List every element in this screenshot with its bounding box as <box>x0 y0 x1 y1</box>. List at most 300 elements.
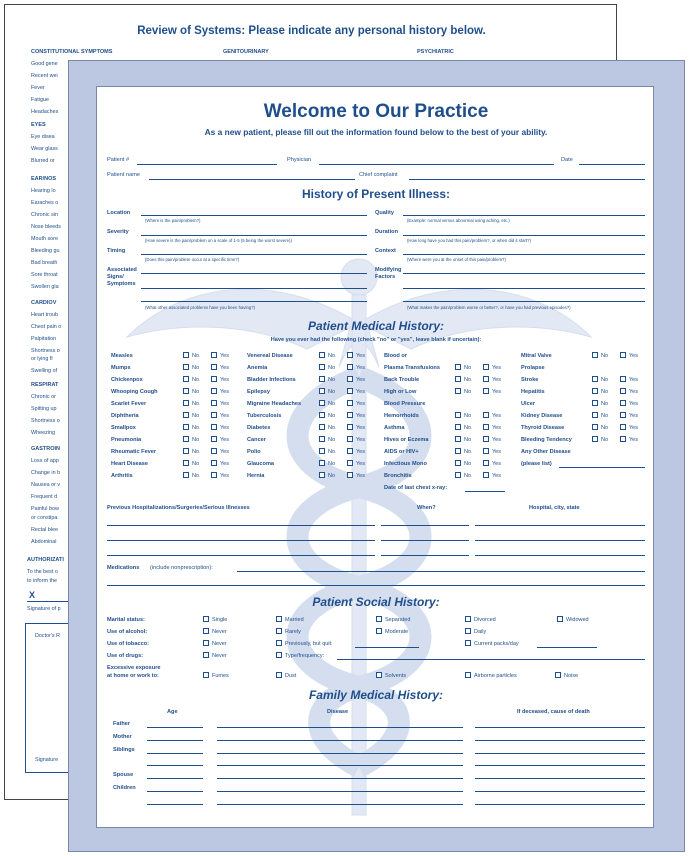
medications-field[interactable] <box>237 571 645 572</box>
pmh-item-asthma-label: Asthma <box>384 425 405 431</box>
pmh-diabetes-no-checkbox[interactable] <box>319 424 325 430</box>
pmh-yes-label: Yes <box>492 389 501 395</box>
pmh-kidney-disease-no-checkbox[interactable] <box>592 412 598 418</box>
pmh-scarlet-fever-yes-checkbox[interactable] <box>211 400 217 406</box>
pmh-item-cancer-label: Cancer <box>247 437 266 443</box>
fmh-cause-field[interactable] <box>475 778 645 779</box>
pmh-rheumatic-fever-yes-checkbox[interactable] <box>211 448 217 454</box>
associated-symptoms-field[interactable] <box>141 273 367 274</box>
drugs-type-label: Type/frequency: <box>285 653 325 659</box>
hospitalization-line[interactable] <box>107 540 375 541</box>
ros-item: Spitting up <box>31 406 57 412</box>
severity-hint: (How severe is the pain/problem on a scale of 1-5 (5 being the worst severe)) <box>145 238 292 243</box>
pmh-yes-label: Yes <box>629 389 638 395</box>
fmh-disease-field[interactable] <box>217 765 463 766</box>
modifying-factors-field-2[interactable] <box>403 288 645 289</box>
authorization-heading: AUTHORIZATI <box>27 557 64 563</box>
pmh-plasma-transfusions-yes-checkbox[interactable] <box>483 364 489 370</box>
hospitalization-hospital-line[interactable] <box>475 555 645 556</box>
pmh-other-disease-field[interactable] <box>559 467 645 468</box>
pmh-high-or-low-yes-checkbox[interactable] <box>483 388 489 394</box>
form-subtitle: As a new patient, please fill out the information found below to the best of your ability. <box>204 127 548 137</box>
associated-symptoms-field-2[interactable] <box>141 288 367 289</box>
pmh-no-label: No <box>464 425 472 431</box>
pmh-no-label: No <box>464 365 472 371</box>
pmh-no-label: No <box>328 401 336 407</box>
pmh-asthma-yes-checkbox[interactable] <box>483 424 489 430</box>
pmh-item-anemia-label: Anemia <box>247 365 268 371</box>
pmh-yes-label: Yes <box>220 365 229 371</box>
history-present-illness-heading: History of Present Illness: <box>301 187 451 201</box>
pmh-chickenpox-yes-checkbox[interactable] <box>211 376 217 382</box>
pmh-no-label: No <box>601 353 609 359</box>
pmh-item-measles-label: Measles <box>111 353 133 359</box>
tobacco-current-label: Current packs/day <box>474 641 519 647</box>
pmh-mumps-yes-checkbox[interactable] <box>211 364 217 370</box>
fmh-row-children-label: Children <box>113 785 136 791</box>
pmh-no-label: No <box>192 437 200 443</box>
ros-item: Heart troub <box>31 312 58 318</box>
pmh-aids-or-hiv-no-checkbox[interactable] <box>455 448 461 454</box>
pmh-glaucoma-no-checkbox[interactable] <box>319 460 325 466</box>
fmh-cause-field[interactable] <box>475 740 645 741</box>
pmh-scarlet-fever-no-checkbox[interactable] <box>183 400 189 406</box>
pmh-yes-label: Yes <box>629 377 638 383</box>
pmh-question: Have you ever had the following (check "no" or "yes", leave blank if uncertain): <box>270 337 482 343</box>
fmh-age-field[interactable] <box>147 727 203 728</box>
drugs-never-checkbox[interactable] <box>203 652 209 658</box>
pmh-item-stroke-label: Stroke <box>521 377 539 383</box>
fmh-cause-field[interactable] <box>475 753 645 754</box>
hospitalization-when-line[interactable] <box>381 525 469 526</box>
ros-col-head-3: PSYCHIATRIC <box>417 49 454 55</box>
ros-item: Chest pain o <box>31 324 62 330</box>
pmh-yes-label: Yes <box>492 413 501 419</box>
pmh-whooping-cough-yes-checkbox[interactable] <box>211 388 217 394</box>
pmh-hernia-no-checkbox[interactable] <box>319 472 325 478</box>
pmh-hives-or-eczema-yes-checkbox[interactable] <box>483 436 489 442</box>
pmh-item-rheumatic-fever-label: Rheumatic Fever <box>111 449 157 455</box>
tobacco-packs-field[interactable] <box>537 647 597 648</box>
tobacco-quit-field[interactable] <box>355 647 419 648</box>
pmh-yes-label: Yes <box>629 401 638 407</box>
exposure-dust-checkbox[interactable] <box>276 672 282 678</box>
location-hint: (Where is the pain/problem?) <box>145 218 201 223</box>
modifying-label: Modifying <box>375 267 402 273</box>
pmh-no-label: No <box>328 377 336 383</box>
medications-hint: (include nonprescription): <box>150 565 213 571</box>
marital-status-label: Marital status: <box>107 617 145 623</box>
fmh-cause-header: If deceased, cause of death <box>517 709 590 715</box>
pmh-epilepsy-yes-checkbox[interactable] <box>347 388 353 394</box>
alcohol-rarely-label: Rarely <box>285 629 301 635</box>
pmh-item-mitral-valve-label: Mitral Valve <box>521 353 552 359</box>
hospitalization-line[interactable] <box>107 555 375 556</box>
fmh-cause-field[interactable] <box>475 791 645 792</box>
signature-label: Signature of p <box>27 606 61 612</box>
pmh-thyroid-disease-no-checkbox[interactable] <box>592 424 598 430</box>
marital-separated-checkbox[interactable] <box>376 616 382 622</box>
drugs-type-checkbox[interactable] <box>276 652 282 658</box>
fmh-age-field[interactable] <box>147 791 203 792</box>
pmh-plasma-transfusions-no-checkbox[interactable] <box>455 364 461 370</box>
alcohol-rarely-checkbox[interactable] <box>276 628 282 634</box>
ros-col-head-1: CONSTITUTIONAL SYMPTOMS <box>31 49 113 55</box>
pmh-kidney-disease-yes-checkbox[interactable] <box>620 412 626 418</box>
fmh-age-field[interactable] <box>147 778 203 779</box>
fmh-row-father-label: Father <box>113 721 131 727</box>
pmh-yes-label: Yes <box>492 377 501 383</box>
timing-field[interactable] <box>141 254 367 255</box>
pmh-item-back-trouble-label: Back Trouble <box>384 377 420 383</box>
ros-item: Shortness o <box>31 418 60 424</box>
severity-label: Severity <box>107 229 129 235</box>
ros-item: Eye disea <box>31 134 55 140</box>
fmh-cause-field[interactable] <box>475 765 645 766</box>
hospitalizations-when-label: When? <box>417 505 436 511</box>
marital-widowed-label: Widowed <box>566 617 589 623</box>
pmh-yes-label: Yes <box>220 377 229 383</box>
pmh-venereal-disease-yes-checkbox[interactable] <box>347 352 353 358</box>
pmh-diphtheria-yes-checkbox[interactable] <box>211 412 217 418</box>
pmh-venereal-disease-no-checkbox[interactable] <box>319 352 325 358</box>
medications-field-2[interactable] <box>107 585 645 586</box>
pmh-item-scarlet-fever-label: Scarlet Fever <box>111 401 147 407</box>
pmh-yes-label: Yes <box>356 449 365 455</box>
pmh-asthma-no-checkbox[interactable] <box>455 424 461 430</box>
pmh-yes-label: Yes <box>356 377 365 383</box>
pmh-bleeding-tendency-yes-checkbox[interactable] <box>620 436 626 442</box>
pmh-measles-no-checkbox[interactable] <box>183 352 189 358</box>
alcohol-never-label: Never <box>212 629 227 635</box>
pmh-pneumonia-yes-checkbox[interactable] <box>211 436 217 442</box>
pmh-smallpox-no-checkbox[interactable] <box>183 424 189 430</box>
quality-label: Quality <box>375 210 394 216</box>
pmh-yes-label: Yes <box>629 437 638 443</box>
marital-married-checkbox[interactable] <box>276 616 282 622</box>
pmh-item-aids-or-hiv-label: AIDS or HIV+ <box>384 449 419 455</box>
pmh-no-label: No <box>464 437 472 443</box>
pmh-yes-label: Yes <box>220 353 229 359</box>
pmh-no-label: No <box>192 353 200 359</box>
pmh-stroke-no-checkbox[interactable] <box>592 376 598 382</box>
pmh-yes-label: Yes <box>492 461 501 467</box>
pmh-no-label: No <box>328 449 336 455</box>
modifying-factors-hint: (What makes the pain/problem worse or better?, or have you had previous episodes?) <box>407 305 571 310</box>
signature-x-mark: X <box>29 590 36 600</box>
pmh-rheumatic-fever-no-checkbox[interactable] <box>183 448 189 454</box>
pmh-hepatitis-yes-checkbox[interactable] <box>620 388 626 394</box>
pmh-cancer-yes-checkbox[interactable] <box>347 436 353 442</box>
pmh-no-label: No <box>328 365 336 371</box>
review-of-systems-title: Review of Systems: Please indicate any personal history below. <box>137 25 486 37</box>
pmh-item-migraine-headaches-label: Migraine Headaches <box>247 401 302 407</box>
marital-single-checkbox[interactable] <box>203 616 209 622</box>
pmh-item-diabetes-label: Diabetes <box>247 425 271 431</box>
pmh-pneumonia-no-checkbox[interactable] <box>183 436 189 442</box>
fmh-disease-field[interactable] <box>217 753 463 754</box>
fmh-disease-field[interactable] <box>217 727 463 728</box>
pmh-yes-label: Yes <box>356 365 365 371</box>
pmh-yes-label: Yes <box>356 413 365 419</box>
pmh-item-hepatitis-label: Hepatitis <box>521 389 545 395</box>
ros-item: Change in b <box>31 470 61 476</box>
pmh-bleeding-tendency-no-checkbox[interactable] <box>592 436 598 442</box>
pmh-item-tuberculosis-label: Tuberculosis <box>247 413 282 419</box>
pmh-thyroid-disease-yes-checkbox[interactable] <box>620 424 626 430</box>
pmh-yes-label: Yes <box>220 473 229 479</box>
exposure-label-2: at home or work to: <box>107 673 159 679</box>
tobacco-label: Use of tobacco: <box>107 641 149 647</box>
ros-item: Nausea or v <box>31 482 61 488</box>
pmh-stroke-yes-checkbox[interactable] <box>620 376 626 382</box>
ros-item: Chronic or <box>31 394 56 400</box>
ros-item: Bad breath <box>31 260 58 266</box>
patient-name-field[interactable] <box>149 179 355 180</box>
pmh-bronchitis-no-checkbox[interactable] <box>455 472 461 478</box>
pmh-cancer-no-checkbox[interactable] <box>319 436 325 442</box>
pmh-diphtheria-no-checkbox[interactable] <box>183 412 189 418</box>
pmh-no-label: No <box>601 401 609 407</box>
hospitalization-line[interactable] <box>107 525 375 526</box>
pmh-migraine-headaches-yes-checkbox[interactable] <box>347 400 353 406</box>
fmh-age-header: Age <box>167 709 178 715</box>
pmh-smallpox-yes-checkbox[interactable] <box>211 424 217 430</box>
fmh-disease-field[interactable] <box>217 791 463 792</box>
patient-number-field[interactable] <box>137 164 277 165</box>
pmh-heart-disease-yes-checkbox[interactable] <box>211 460 217 466</box>
pmh-glaucoma-yes-checkbox[interactable] <box>347 460 353 466</box>
ros-item: Palpitation <box>31 336 57 342</box>
pmh-whooping-cough-no-checkbox[interactable] <box>183 388 189 394</box>
pmh-item-bladder-infections-label: Bladder Infections <box>247 377 296 383</box>
authorization-text: to inform the <box>27 578 57 584</box>
pmh-hives-or-eczema-no-checkbox[interactable] <box>455 436 461 442</box>
alcohol-moderate-label: Moderate <box>385 629 409 635</box>
pmh-tuberculosis-yes-checkbox[interactable] <box>347 412 353 418</box>
pmh-item-high-or-low-label: High or Low <box>384 389 417 395</box>
location-field[interactable] <box>141 215 367 216</box>
marital-married-label: Married <box>285 617 304 623</box>
chief-complaint-label: Chief complaint <box>359 172 398 178</box>
pmh-hepatitis-no-checkbox[interactable] <box>592 388 598 394</box>
ros-item: Shortness o <box>31 348 60 354</box>
pmh-yes-label: Yes <box>356 425 365 431</box>
fmh-age-field[interactable] <box>147 753 203 754</box>
hospitalization-hospital-line[interactable] <box>475 540 645 541</box>
pmh-item-smallpox-label: Smallpox <box>111 425 136 431</box>
hospitalization-when-line[interactable] <box>381 540 469 541</box>
patient-medical-history-heading: Patient Medical History: <box>307 319 445 333</box>
tobacco-never-label: Never <box>212 641 227 647</box>
modifying-factors-field[interactable] <box>403 273 645 274</box>
pmh-item-ulcer-label: Ulcer <box>521 401 535 407</box>
ros-item: or lying fl <box>31 356 53 362</box>
factors-label: Factors <box>375 274 396 280</box>
patient-name-label: Patient name <box>107 172 140 178</box>
chest-xray-label: Date of last chest x-ray: <box>384 485 448 491</box>
drugs-type-field[interactable] <box>337 659 645 660</box>
fmh-disease-field[interactable] <box>217 778 463 779</box>
ros-item: Blurred or <box>31 158 55 164</box>
pmh-no-label: No <box>464 413 472 419</box>
severity-field[interactable] <box>141 235 367 236</box>
pmh-back-trouble-yes-checkbox[interactable] <box>483 376 489 382</box>
ros-item: Hearing lo <box>31 188 56 194</box>
pmh-infectious-mono-yes-checkbox[interactable] <box>483 460 489 466</box>
pmh-yes-label: Yes <box>356 437 365 443</box>
fmh-cause-field[interactable] <box>475 804 645 805</box>
pmh-bladder-infections-yes-checkbox[interactable] <box>347 376 353 382</box>
marital-divorced-checkbox[interactable] <box>465 616 471 622</box>
exposure-fumes-checkbox[interactable] <box>203 672 209 678</box>
pmh-item-venereal-disease-label: Venereal Disease <box>247 353 293 359</box>
pmh-yes-label: Yes <box>220 425 229 431</box>
ros-item: Fatigue <box>31 97 49 103</box>
pmh-mitral-valve-no-checkbox[interactable] <box>592 352 598 358</box>
pmh-infectious-mono-no-checkbox[interactable] <box>455 460 461 466</box>
pmh-anemia-no-checkbox[interactable] <box>319 364 325 370</box>
modifying-factors-field-3[interactable] <box>403 301 645 302</box>
fmh-disease-field[interactable] <box>217 740 463 741</box>
pmh-chickenpox-no-checkbox[interactable] <box>183 376 189 382</box>
duration-label: Duration <box>375 229 398 235</box>
pmh-polio-no-checkbox[interactable] <box>319 448 325 454</box>
patient-social-history-heading: Patient Social History: <box>312 595 440 609</box>
pmh-high-or-low-no-checkbox[interactable] <box>455 388 461 394</box>
associated-symptoms-field-3[interactable] <box>141 301 367 302</box>
exposure-noise-label: Noise <box>564 673 579 679</box>
fmh-cause-field[interactable] <box>475 727 645 728</box>
pmh-tuberculosis-no-checkbox[interactable] <box>319 412 325 418</box>
fmh-age-field[interactable] <box>147 740 203 741</box>
exposure-airborne-label: Airborne particles <box>474 673 517 679</box>
pmh-item-diphtheria-label: Diphtheria <box>111 413 139 419</box>
pmh-mitral-valve-yes-checkbox[interactable] <box>620 352 626 358</box>
date-field[interactable] <box>579 164 645 165</box>
pmh-item-bleeding-tendency-label: Bleeding Tendency <box>521 437 572 443</box>
ros-item: Earaches o <box>31 200 59 206</box>
pmh-item-blood-pressure-label: Blood Pressure <box>384 401 426 407</box>
fmh-age-field[interactable] <box>147 804 203 805</box>
tobacco-current-checkbox[interactable] <box>465 640 471 646</box>
ros-item: Abdominal <box>31 539 57 545</box>
exposure-solvents-checkbox[interactable] <box>376 672 382 678</box>
pmh-hemorrhoids-no-checkbox[interactable] <box>455 412 461 418</box>
pmh-anemia-yes-checkbox[interactable] <box>347 364 353 370</box>
pmh-no-label: No <box>328 437 336 443</box>
pmh-no-label: No <box>192 461 200 467</box>
pmh-back-trouble-no-checkbox[interactable] <box>455 376 461 382</box>
pmh-yes-label: Yes <box>492 425 501 431</box>
context-label: Context <box>375 248 396 254</box>
exposure-noise-checkbox[interactable] <box>555 672 561 678</box>
pmh-hemorrhoids-yes-checkbox[interactable] <box>483 412 489 418</box>
pmh-item-kidney-disease-label: Kidney Disease <box>521 413 563 419</box>
hospitalization-hospital-line[interactable] <box>475 525 645 526</box>
hospitalizations-label: Previous Hospitalizations/Surgeries/Serious Illnesses <box>107 505 250 511</box>
ros-item: Mouth sore <box>31 236 58 242</box>
exposure-label: Excessive exposure <box>107 665 161 671</box>
pmh-item-plasma-transfusions-label: Plasma Transfusions <box>384 365 440 371</box>
pmh-no-label: No <box>328 425 336 431</box>
alcohol-daily-label: Daily <box>474 629 487 635</box>
pmh-aids-or-hiv-yes-checkbox[interactable] <box>483 448 489 454</box>
pmh-yes-label: Yes <box>220 389 229 395</box>
ros-item: Wear glass <box>31 146 58 152</box>
symptoms-label: Symptoms <box>107 281 136 287</box>
pmh-no-label: No <box>328 461 336 467</box>
fmh-disease-field[interactable] <box>217 804 463 805</box>
pmh-measles-yes-checkbox[interactable] <box>211 352 217 358</box>
pmh-diabetes-yes-checkbox[interactable] <box>347 424 353 430</box>
pmh-item-thyroid-disease-label: Thyroid Disease <box>521 425 565 431</box>
ros-item: Rectal blee <box>31 527 58 533</box>
ros-item: Chronic sin <box>31 212 58 218</box>
exposure-fumes-label: Fumes <box>212 673 229 679</box>
pmh-no-label: No <box>328 353 336 359</box>
tobacco-never-checkbox[interactable] <box>203 640 209 646</box>
pmh-no-label: No <box>192 413 200 419</box>
pmh-no-label: No <box>192 473 200 479</box>
pmh-epilepsy-no-checkbox[interactable] <box>319 388 325 394</box>
pmh-bladder-infections-no-checkbox[interactable] <box>319 376 325 382</box>
pmh-polio-yes-checkbox[interactable] <box>347 448 353 454</box>
pmh-ulcer-no-checkbox[interactable] <box>592 400 598 406</box>
fmh-disease-header: Disease <box>327 709 349 715</box>
duration-field[interactable] <box>403 235 645 236</box>
new-patient-form <box>96 86 654 828</box>
physician-field[interactable] <box>319 164 554 165</box>
pmh-arthritis-yes-checkbox[interactable] <box>211 472 217 478</box>
pmh-item-pneumonia-label: Pneumonia <box>111 437 142 443</box>
tobacco-quit-label: Previously, but quit: <box>285 641 333 647</box>
pmh-no-label: No <box>601 389 609 395</box>
pmh-yes-label: Yes <box>629 425 638 431</box>
marital-separated-label: Separated <box>385 617 411 623</box>
quality-field[interactable] <box>403 215 645 216</box>
ros-item: Bleeding gu <box>31 248 60 254</box>
pmh-heart-disease-no-checkbox[interactable] <box>183 460 189 466</box>
pmh-mumps-no-checkbox[interactable] <box>183 364 189 370</box>
chief-complaint-field[interactable] <box>409 179 645 180</box>
exposure-airborne-checkbox[interactable] <box>465 672 471 678</box>
fmh-age-field[interactable] <box>147 765 203 766</box>
doctors-remarks-label: Doctor's R <box>35 633 60 639</box>
timing-hint: (Does this pain/problem occur at a specific time?) <box>145 257 240 262</box>
alcohol-moderate-checkbox[interactable] <box>376 628 382 634</box>
hospitalization-when-line[interactable] <box>381 555 469 556</box>
pmh-bronchitis-yes-checkbox[interactable] <box>483 472 489 478</box>
pmh-hernia-yes-checkbox[interactable] <box>347 472 353 478</box>
ros-item: Sore throat <box>31 272 58 278</box>
context-field[interactable] <box>403 254 645 255</box>
pmh-migraine-headaches-no-checkbox[interactable] <box>319 400 325 406</box>
ros-section-heading: RESPIRAT <box>31 382 59 388</box>
ros-item: Good gene <box>31 61 58 67</box>
alcohol-daily-checkbox[interactable] <box>465 628 471 634</box>
alcohol-never-checkbox[interactable] <box>203 628 209 634</box>
tobacco-quit-checkbox[interactable] <box>276 640 282 646</box>
marital-widowed-checkbox[interactable] <box>557 616 563 622</box>
authorization-text: To the best o <box>27 569 58 575</box>
location-label: Location <box>107 210 131 216</box>
pmh-no-label: No <box>328 413 336 419</box>
chest-xray-field[interactable] <box>465 491 505 492</box>
drugs-never-label: Never <box>212 653 227 659</box>
pmh-ulcer-yes-checkbox[interactable] <box>620 400 626 406</box>
pmh-arthritis-no-checkbox[interactable] <box>183 472 189 478</box>
